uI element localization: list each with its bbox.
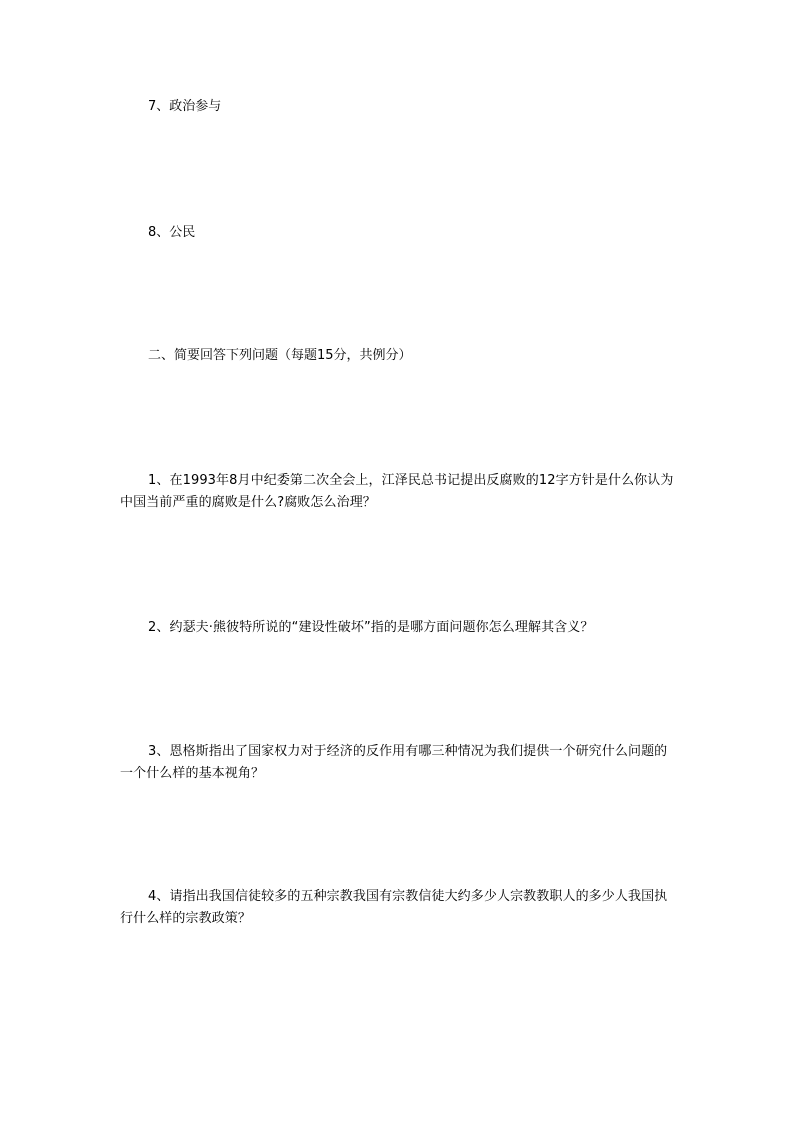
section-title: 二、简要回答下列问题（每题15分，共例分）: [148, 348, 412, 363]
term-7: 7、政治参与: [148, 99, 222, 114]
term-8: 8、公民: [148, 225, 196, 240]
question-1: 1、在1993年8月中纪委第二次全会上，江泽民总书记提出反腐败的12字方针是什么你认为中国当前严重的腐败是什么?腐败怎么治理？: [120, 473, 674, 510]
question-3: 3、恩格斯指出了国家权力对于经济的反作用有哪三种情况为我们提供一个研究什么问题的一个什么样的基本视角？: [120, 744, 668, 781]
question-4: 4、请指出我国信徒较多的五种宗教我国有宗教信徒大约多少人宗教教职人的多少人我国执行什么样的宗教政策？: [120, 889, 668, 926]
question-2: 2、约瑟夫·熊彼特所说的“建设性破坏”指的是哪方面问题你怎么理解其含义？: [148, 620, 594, 635]
